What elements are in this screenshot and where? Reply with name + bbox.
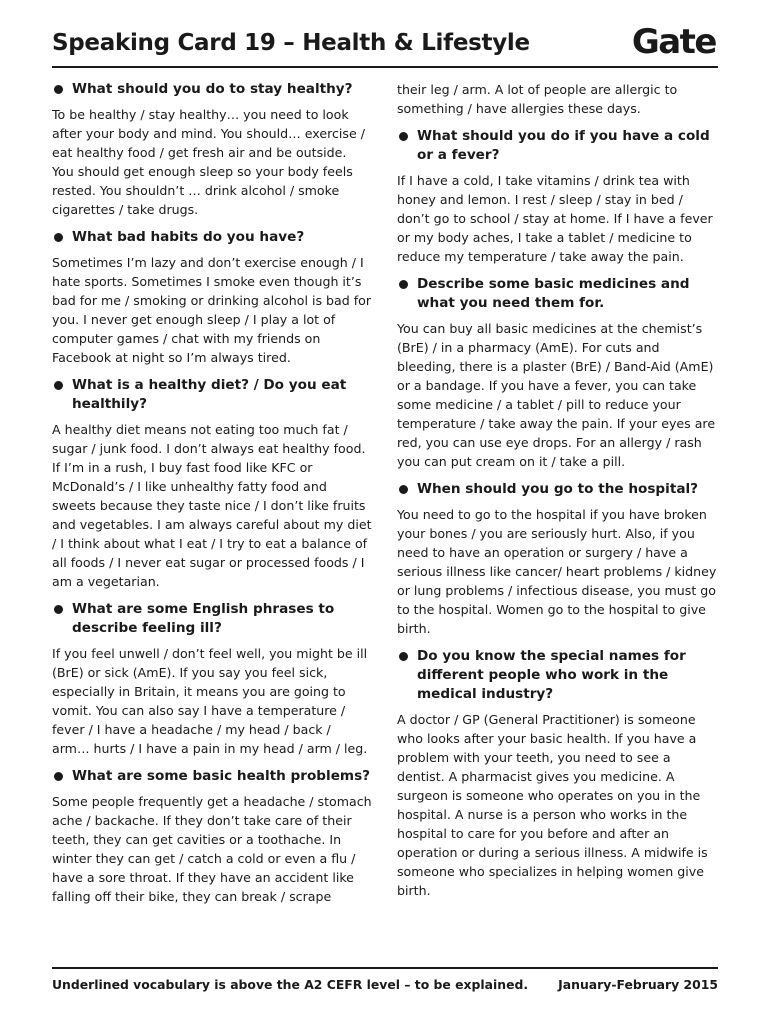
footer <box>52 967 718 999</box>
section-cold-fever <box>397 127 717 266</box>
question-heading: What is a healthy diet? / Do you eat healthily? <box>52 376 372 414</box>
section-healthy-diet <box>52 376 372 591</box>
gate-logo: Gate <box>631 22 716 62</box>
question-heading: When should you go to the hospital? <box>397 480 717 499</box>
answer-text: A healthy diet means not eating too much fat / sugar / junk food. I don’t always eat healthy food. If I’m in a rush, I buy fast food like KFC or McDonald’s / I like unhealthy fatty food and sweets because they taste nice / I don’t like fruits and vegetables. I am always careful about my diet / I think about what I eat / I try to eat a balance of all foods / I never eat sugar or processed foods / I am a vegetarian. <box>52 422 372 589</box>
answer-text: To be healthy / stay healthy… you need to look after your body and mind. You should… exercise / eat healthy food / get fresh air and be outside. You should get enough sleep so your body feels rested. You shouldn’t … drink alcohol / smoke cigarettes / take drugs. <box>52 107 365 217</box>
page-title: Speaking Card 19 – Health & Lifestyle <box>52 30 530 56</box>
answer-text-continued: their leg / arm. A lot of people are allergic to something / have allergies these days. <box>397 82 678 116</box>
section-health-problems <box>52 767 372 906</box>
answer-text: Some people frequently get a headache / stomach ache / backache. If they don’t take care of their teeth, they can get cavities or a toothache. In winter they can get / catch a cold or even a flu / have a sore throat. If they have an accident like falling off their bike, they can break / scrape <box>52 794 372 904</box>
footer-note: Underlined vocabulary is above the A2 CEFR level – to be explained. <box>52 977 529 992</box>
section-feeling-ill <box>52 600 372 758</box>
section-medical-staff <box>397 647 717 900</box>
issue-date: January-February 2015 <box>558 977 718 992</box>
question-heading: What should you do if you have a cold or a fever? <box>397 127 717 165</box>
question-heading: What bad habits do you have? <box>52 228 372 247</box>
section-continued <box>397 80 717 118</box>
section-medicines <box>397 275 717 471</box>
header <box>52 22 718 68</box>
answer-text: You need to go to the hospital if you have broken your bones / you are seriously hurt. Also, if you need to have an operation or surgery / have a serious illness like cancer/ heart problems / kidney or lung problems / infectious disease, you must go to the hospital. Women go to the hospital to give birth. <box>397 507 717 636</box>
answer-text: Sometimes I’m lazy and don’t exercise enough / I hate sports. Sometimes I smoke even though it’s bad for me / smoking or drinking alcohol is bad for you. I never get enough sleep / I play a lot of computer games / chat with my friends on Facebook at night so I’m always tired. <box>52 255 372 365</box>
answer-text: If you feel unwell / don’t feel well, you might be ill (BrE) or sick (AmE). If you say you feel sick, especially in Britain, it means you are going to vomit. You can also say I have a temperature / fever / I have a headache / my head / back / arm… hurts / I have a pain in my head / arm / leg. <box>52 646 368 756</box>
answer-text: You can buy all basic medicines at the chemist’s (BrE) / in a pharmacy (AmE). For cuts and bleeding, there is a plaster (BrE) / Band-Aid (AmE) or a bandage. If you have a fever, you can take some medicine / a tablet / pill to reduce your temperature / take away the pain. If your eyes are red, you can use eye drops. For an allergy / rash you can put cream on it / take a pill. <box>397 321 716 469</box>
section-hospital <box>397 480 717 638</box>
answer-text: If I have a cold, I take vitamins / drink tea with honey and lemon. I rest / sleep / stay in bed / don’t go to school / stay at home. If I have a fever or my body aches, I take a tablet / medicine to reduce my temperature / take away the pain. <box>397 173 713 264</box>
section-bad-habits <box>52 228 372 367</box>
question-heading: What should you do to stay healthy? <box>52 80 372 99</box>
section-stay-healthy <box>52 80 372 219</box>
question-heading: Do you know the special names for different people who work in the medical industry? <box>397 647 717 704</box>
question-heading: What are some English phrases to describe feeling ill? <box>52 600 372 638</box>
right-column <box>397 80 717 909</box>
question-heading: What are some basic health problems? <box>52 767 372 786</box>
answer-text: A doctor / GP (General Practitioner) is someone who looks after your basic health. If you have a problem with your teeth, you need to see a dentist. A pharmacist gives you medicine. A surgeon is someone who operates on you in the hospital. A nurse is a person who works in the hospital to care for you before and after an operation or during a serious illness. A midwife is someone who specializes in helping women give birth. <box>397 712 708 898</box>
question-heading: Describe some basic medicines and what you need them for. <box>397 275 717 313</box>
left-column <box>52 80 372 915</box>
